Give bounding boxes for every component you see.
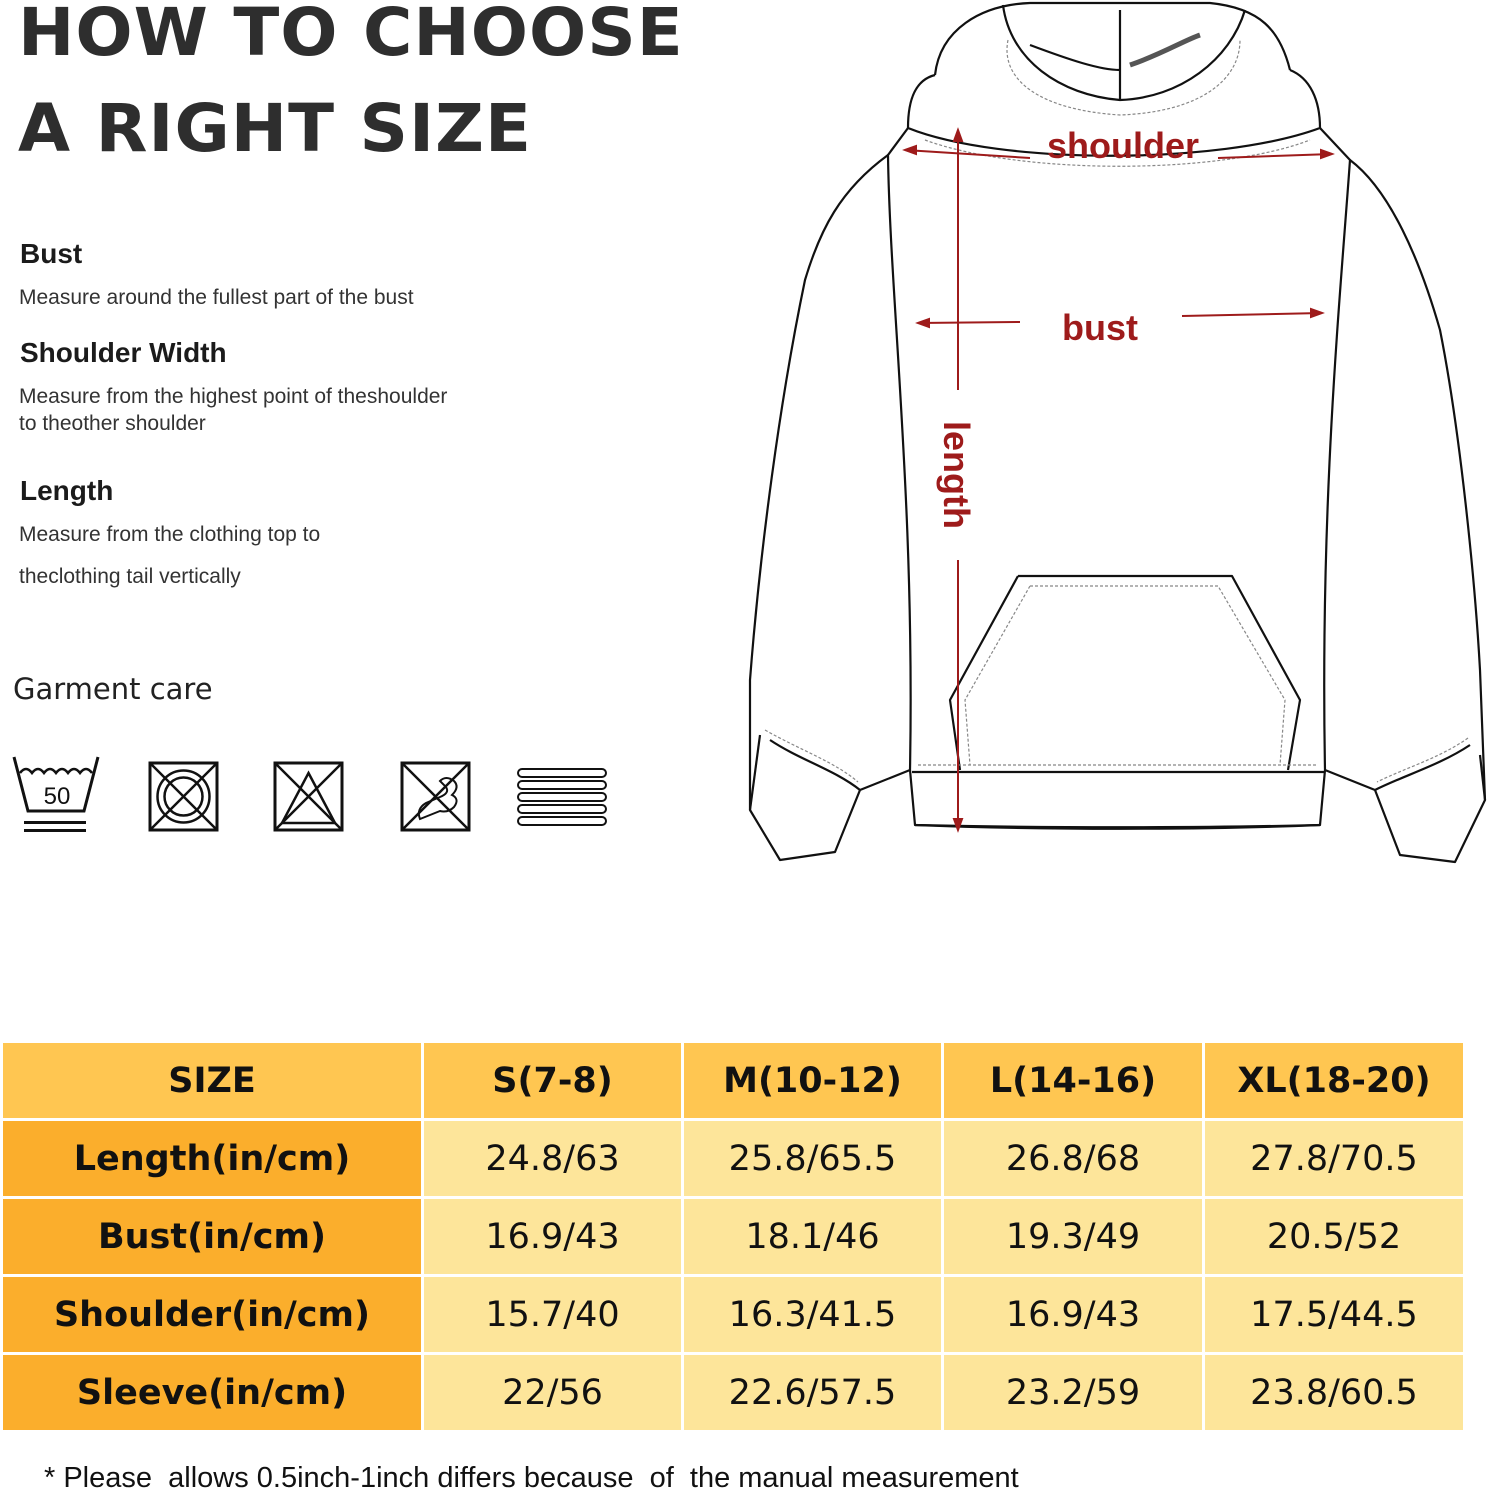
- table-header-row: [3, 1043, 1463, 1118]
- right-sleeve: [1325, 160, 1485, 862]
- do-not-bleach-icon: [273, 761, 345, 833]
- table-cell: 19.3/49: [944, 1199, 1202, 1274]
- header-l: L(14-16): [944, 1043, 1202, 1118]
- table-cell: 24.8/63: [424, 1121, 681, 1196]
- table-row-bust: [3, 1199, 1463, 1274]
- table-cell: 16.9/43: [944, 1277, 1202, 1352]
- shoulder-width-heading: Shoulder Width: [20, 337, 227, 368]
- table-cell: 23.2/59: [944, 1355, 1202, 1430]
- header-m: M(10-12): [684, 1043, 941, 1118]
- hood-outline: [935, 3, 1290, 75]
- header-size: SIZE: [3, 1043, 421, 1118]
- table-row-sleeve: [3, 1355, 1463, 1430]
- row-label: Bust(in/cm): [3, 1199, 421, 1274]
- wash-50-degrees-icon: [12, 755, 102, 835]
- kangaroo-pocket: [950, 576, 1300, 770]
- do-not-iron-icon: [400, 761, 472, 833]
- table-cell: 20.5/52: [1205, 1199, 1463, 1274]
- length-heading: Length: [20, 475, 114, 506]
- table-cell: 23.8/60.5: [1205, 1355, 1463, 1430]
- table-cell: 15.7/40: [424, 1277, 681, 1352]
- length-description-line-2: theclothing tail vertically: [19, 565, 241, 588]
- bust-heading: Bust: [20, 238, 83, 269]
- table-cell: 26.8/68: [944, 1121, 1202, 1196]
- length-label: length: [936, 421, 977, 529]
- row-label: Shoulder(in/cm): [3, 1277, 421, 1352]
- table-cell: 25.8/65.5: [684, 1121, 941, 1196]
- table-cell: 16.3/41.5: [684, 1277, 941, 1352]
- page-title-line-1: HOW TO CHOOSE: [18, 0, 684, 71]
- page-title-line-2: A RIGHT SIZE: [18, 90, 532, 167]
- table-cell: 27.8/70.5: [1205, 1121, 1463, 1196]
- left-sleeve: [750, 155, 910, 860]
- table-cell: 18.1/46: [684, 1199, 941, 1274]
- shoulder-width-description-line-1: Measure from the highest point of theshoulder: [19, 385, 448, 408]
- header-xl: XL(18-20): [1205, 1043, 1463, 1118]
- do-not-tumble-dry-icon: [148, 761, 220, 833]
- dry-flat-icon: [516, 767, 608, 831]
- shoulder-label: shoulder: [1046, 125, 1200, 166]
- table-cell: 22.6/57.5: [684, 1355, 941, 1430]
- length-description-line-1: Measure from the clothing top to: [19, 523, 321, 546]
- table-row-length: [3, 1121, 1463, 1196]
- measurement-footnote: * Please allows 0.5inch-1inch differs because of the manual measurement: [44, 1462, 1019, 1494]
- table-cell: 22/56: [424, 1355, 681, 1430]
- table-cell: 16.9/43: [424, 1199, 681, 1274]
- size-chart-table: [0, 1040, 1466, 1433]
- header-s: S(7-8): [424, 1043, 681, 1118]
- bust-label: bust: [1062, 307, 1138, 348]
- row-label: Sleeve(in/cm): [3, 1355, 421, 1430]
- shoulder-width-description-line-2: to theother shoulder: [19, 412, 206, 435]
- svg-text:50: 50: [43, 783, 71, 810]
- garment-care-label: Garment care: [13, 672, 213, 706]
- row-label: Length(in/cm): [3, 1121, 421, 1196]
- bust-description: Measure around the fullest part of the bust: [19, 286, 414, 309]
- hoodie-measurement-diagram: [740, 0, 1498, 880]
- table-row-shoulder: [3, 1277, 1463, 1352]
- table-cell: 17.5/44.5: [1205, 1277, 1463, 1352]
